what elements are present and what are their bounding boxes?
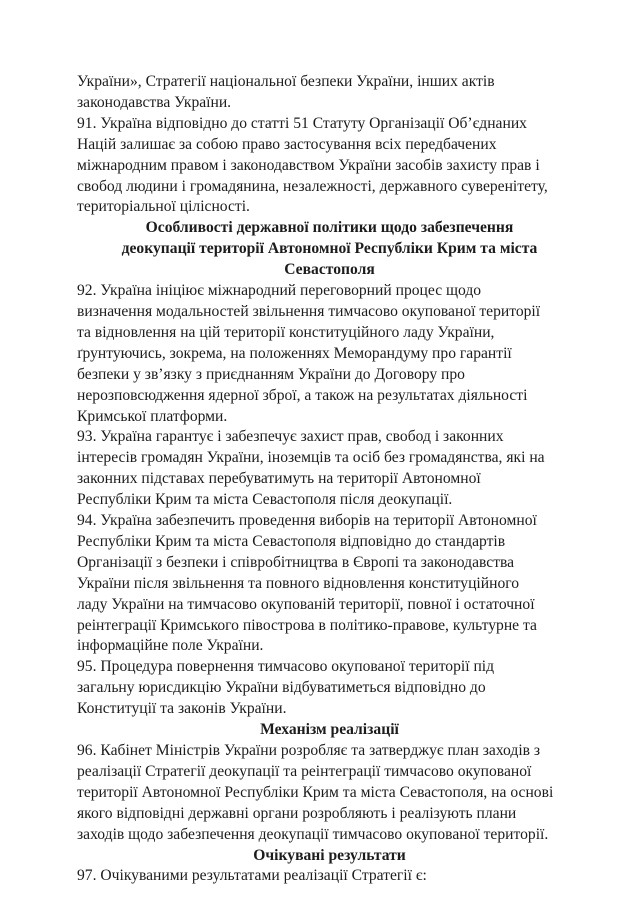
text-line: реалізації Стратегії деокупації та реінтеграції тимчасово окупованої xyxy=(77,762,532,780)
text-line: якого відповідні державні органи розробляють і реалізують плани xyxy=(77,804,517,822)
heading-line: деокупації території Автономної Республіки Крим та міста xyxy=(121,240,538,258)
text-line: 93. Україна гарантує і забезпечує захист прав, свобод і законних xyxy=(77,428,504,446)
heading-line: Механізм реалізації xyxy=(260,721,399,739)
text-line: Конституції та законів України. xyxy=(77,700,287,718)
text-line: ґрунтуючись, зокрема, на положеннях Меморандуму про гарантії xyxy=(77,344,512,362)
text-line: 94. Україна забезпечить проведення виборів на території Автономної xyxy=(77,512,537,530)
document-page xyxy=(77,72,582,887)
text-line: законодавства України. xyxy=(77,93,232,111)
text-line: Республіки Крим та міста Севастополя після деокупації. xyxy=(77,491,453,509)
text-line: міжнародним правом і законодавством України засобів захисту прав і xyxy=(77,156,540,174)
text-line: заходів щодо забезпечення деокупації тимчасово окупованої території. xyxy=(77,825,549,843)
text-line: Організації з безпеки і співробітництва в Європі та законодавства xyxy=(77,553,515,571)
text-line: законних підставах перебуватимуть на території Автономної xyxy=(77,470,481,488)
paragraph-94 xyxy=(77,511,582,657)
heading-line: Севастополя xyxy=(284,261,375,279)
text-line: нерозповсюдження ядерної зброї, а також на результатах діяльності xyxy=(77,386,528,404)
text-line: інформаційне поле України. xyxy=(77,637,264,655)
heading-line: Особливості державної політики щодо забезпечення xyxy=(145,219,514,237)
text-line: 96. Кабінет Міністрів України розробляє та затверджує план заходів з xyxy=(77,742,541,759)
paragraph-97 xyxy=(77,866,582,887)
paragraph-92 xyxy=(77,281,582,427)
text-line: України після звільнення та повного відновлення конституційного xyxy=(77,574,520,592)
text-line: України», Стратегії національної безпеки України, інших актів xyxy=(77,73,495,90)
text-line: 95. Процедура повернення тимчасово окупованої території під xyxy=(77,658,495,676)
paragraph-93 xyxy=(77,427,582,511)
text-line: Націй залишає за собою право застосування всіх передбачених xyxy=(77,135,497,153)
paragraph-91 xyxy=(77,114,582,219)
text-line: 97. Очікуваними результатами реалізації Стратегії є: xyxy=(77,867,427,885)
heading-line: Очікувані результати xyxy=(253,846,406,864)
text-line: території Автономної Республіки Крим та міста Севастополя, на основі xyxy=(77,783,554,801)
text-line: Республіки Крим та міста Севастополя відповідно до стандартів xyxy=(77,532,506,550)
text-line: та відновлення на цій території конституційного ладу України, xyxy=(77,323,495,341)
text-line: інтересів громадян України, іноземців та осіб без громадянства, які на xyxy=(77,449,545,467)
text-line: свобод людини і громадянина, незалежності, державного суверенітету, xyxy=(77,177,548,195)
text-line: безпеки у зв’язку з приєднанням України до Договору про xyxy=(77,365,465,383)
text-line: 91. Україна відповідно до статті 51 Статуту Організації Об’єднаних xyxy=(77,114,527,132)
paragraph-96 xyxy=(77,741,582,846)
paragraph-continuation xyxy=(77,72,582,114)
section-heading-expected-results xyxy=(77,846,582,867)
section-heading-implementation xyxy=(77,720,582,741)
text-line: визначення модальностей звільнення тимчасово окупованої території xyxy=(77,302,541,320)
text-line: 92. Україна ініціює міжнародний переговорний процес щодо xyxy=(77,282,482,300)
text-line: загальну юрисдикцію України відбуватиметься відповідно до xyxy=(77,679,486,697)
text-line: ладу України на тимчасово окупованій території, повної і остаточної xyxy=(77,595,535,613)
text-line: територіальної цілісності. xyxy=(77,198,250,216)
section-heading-deoccupation-policy xyxy=(77,218,582,281)
paragraph-95 xyxy=(77,657,582,720)
text-line: Кримської платформи. xyxy=(77,407,228,425)
text-line: реінтеграції Кримського півострова в політико-правове, культурне та xyxy=(77,616,537,634)
